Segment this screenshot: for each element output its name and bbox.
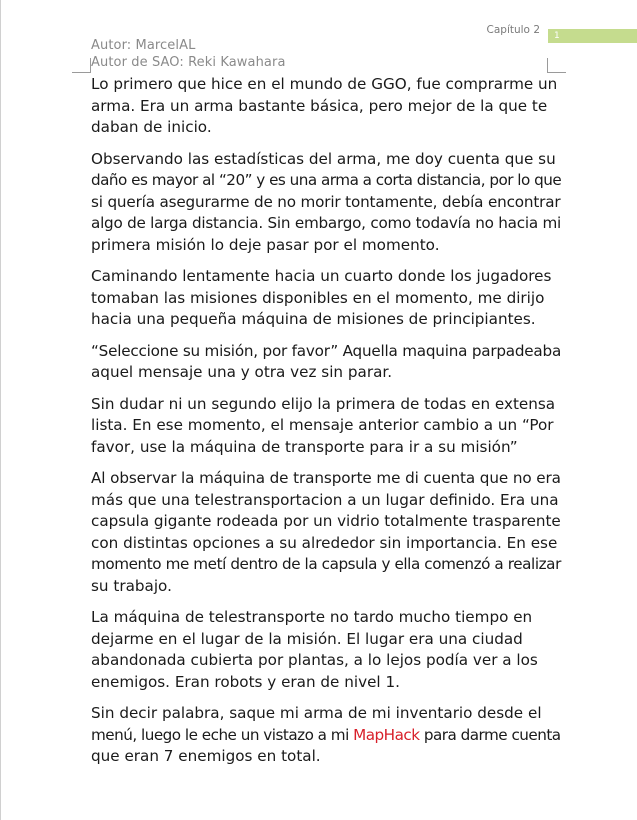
page-left-edge: [0, 0, 1, 820]
paragraph-6: [91, 468, 561, 597]
page-number: 1: [554, 31, 560, 41]
body-text: [91, 74, 561, 778]
text-line: favor, use la máquina de transporte para ir a su misión”: [91, 437, 518, 456]
author-line: Autor: MarcelAL: [91, 38, 196, 53]
text-line: su trabajo.: [91, 576, 172, 595]
text-segment: para darme cuenta: [419, 725, 561, 744]
paragraph-4: [91, 341, 561, 384]
text-line: abandonada cubierta por plantas, a lo lejos podía ver a los: [91, 651, 538, 669]
text-line: Sin decir palabra, saque mi arma de mi inventario desde el: [91, 704, 542, 722]
text-line: arma. Era un arma bastante básica, pero mejor de la que te: [91, 96, 548, 115]
text-line: capsula gigante rodeada por un vidrio totalmente trasparente: [91, 512, 561, 530]
paragraph-8: [91, 703, 561, 768]
text-line: “Seleccione su misión, por favor” Aquella maquina parpadeaba: [91, 341, 562, 360]
text-line: Caminando lentamente hacia un cuarto donde los jugadores: [91, 267, 552, 285]
sao-author-line: Autor de SAO: Reki Kawahara: [91, 55, 286, 70]
text-line: hacia una pequeña máquina de misiones de principiantes.: [91, 310, 536, 328]
text-line: más que una telestransportacion a un lugar definido. Era una: [91, 490, 559, 509]
paragraph-3: [91, 266, 561, 331]
crop-mark-top-left-vertical: [90, 58, 91, 73]
text-line: Sin dudar ni un segundo elijo la primera de todas en extensa: [91, 394, 556, 413]
text-line: momento me metí dentro de la capsula y ella comenzó a realizar: [91, 555, 561, 573]
chapter-label: Capítulo 2: [486, 24, 540, 36]
text-line: dejarme en el lugar de la misión. El lugar era una ciudad: [91, 629, 523, 648]
crop-mark-top-right-horizontal: [547, 72, 566, 73]
crop-mark-top-left-horizontal: [72, 72, 91, 73]
text-line: daño es mayor al “20” y es una arma a corta distancia, por lo que: [91, 171, 562, 189]
text-line: La máquina de telestransporte no tardo mucho tiempo en: [91, 608, 533, 626]
text-segment: menú, luego le eche un vistazo a mi: [91, 725, 354, 744]
text-line: que eran 7 enemigos en total.: [91, 747, 321, 765]
text-line: Observando las estadísticas del arma, me doy cuenta que su: [91, 149, 556, 168]
paragraph-1: [91, 74, 561, 139]
text-line: daban de inicio.: [91, 118, 212, 136]
page-number-box: [548, 29, 637, 43]
text-line: Lo primero que hice en el mundo de GGO, fue comprarme un: [91, 75, 558, 93]
text-line: si quería asegurarme de no morir tontamente, debía encontrar: [91, 192, 561, 211]
paragraph-5: [91, 394, 561, 459]
text-line: aquel mensaje una y otra vez sin parar.: [91, 363, 393, 381]
text-line: con distintas opciones a su alrededor sin importancia. En ese: [91, 533, 558, 552]
header-meta: [91, 37, 286, 71]
text-line: tomaban las misiones disponibles en el momento, me dirijo: [91, 288, 545, 307]
text-line: algo de larga distancia. Sin embargo, como todavía no hacia mi: [91, 214, 562, 232]
text-line: primera misión lo deje pasar por el momento.: [91, 235, 440, 254]
text-line: lista. En ese momento, el mensaje anterior cambio a un “Por: [91, 416, 554, 434]
text-line: [91, 725, 561, 747]
crop-mark-top-right-vertical: [547, 58, 548, 73]
paragraph-7: [91, 607, 561, 693]
paragraph-2: [91, 149, 561, 257]
maphack-highlight: MapHack: [353, 725, 420, 744]
text-line: enemigos. Eran robots y eran de nivel 1.: [91, 672, 400, 691]
text-line: Al observar la máquina de transporte me di cuenta que no era: [91, 469, 561, 487]
